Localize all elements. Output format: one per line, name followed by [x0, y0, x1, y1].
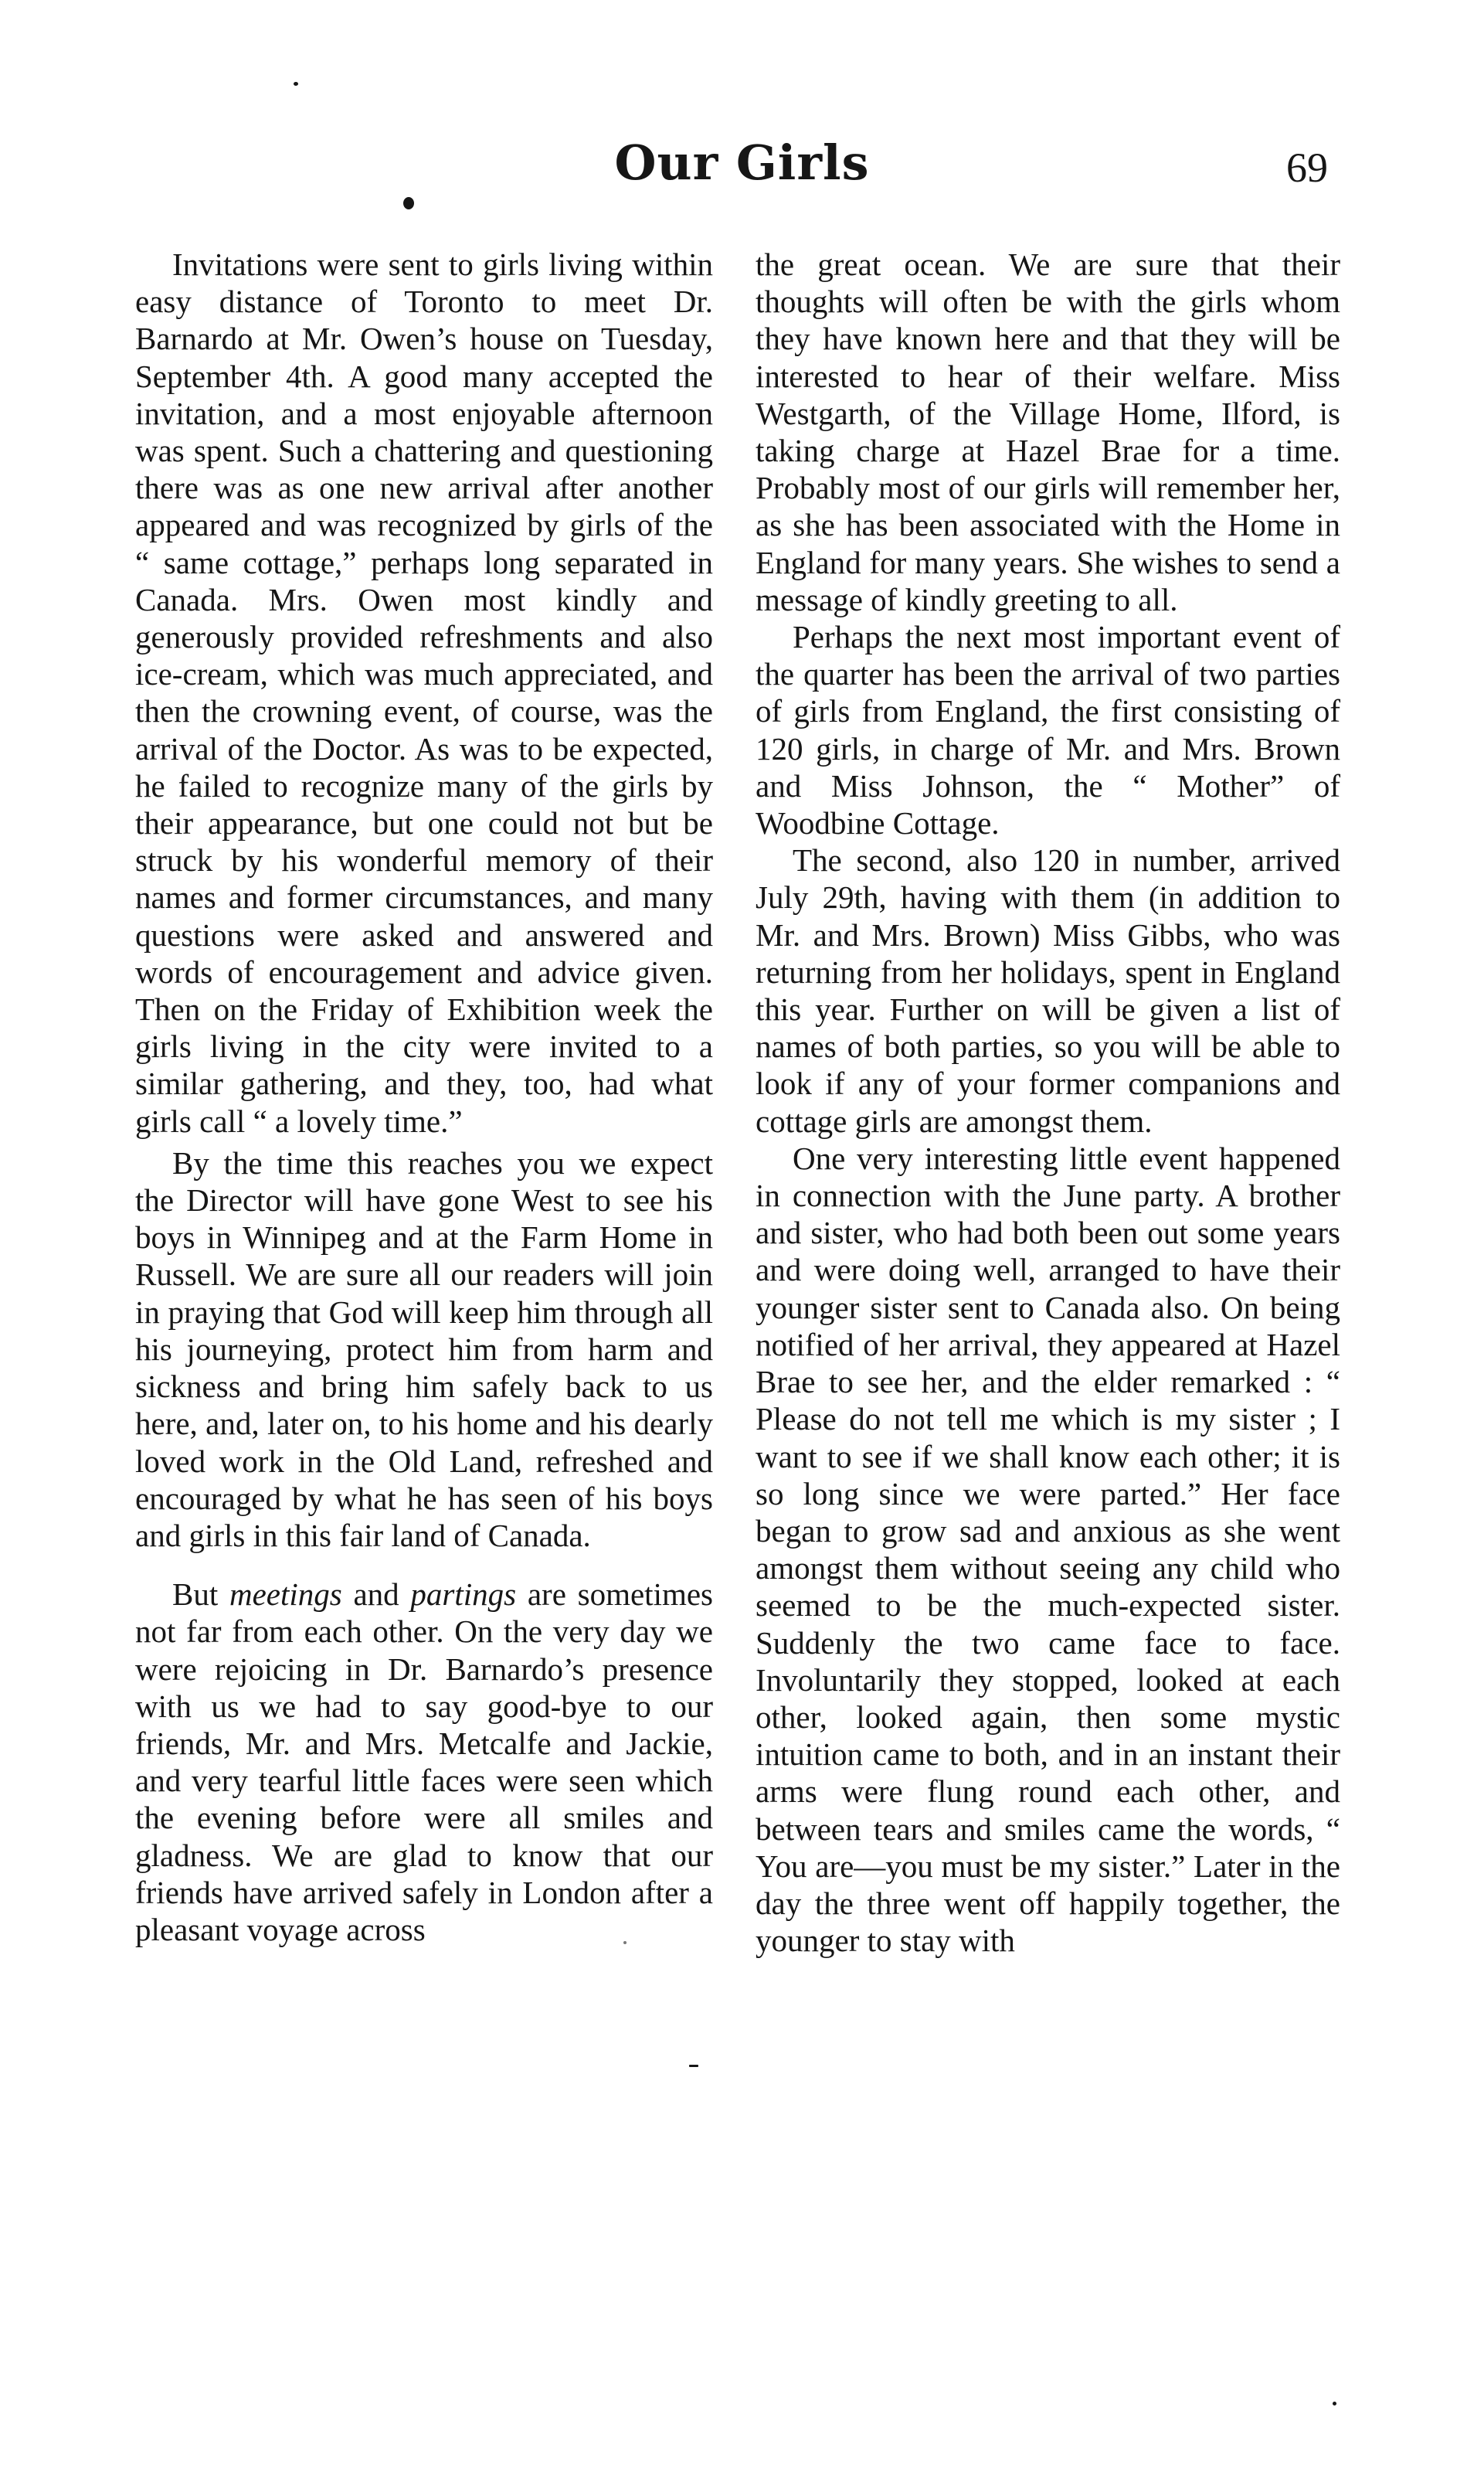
right-column	[756, 246, 1340, 1959]
emphasis-meetings: meetings	[229, 1576, 342, 1613]
paragraph-text: and	[341, 1576, 411, 1613]
paragraph-text: But	[172, 1576, 229, 1613]
right-paragraph-2: Perhaps the next most important event of the quarter has been the arrival of two parties of girls from England, the first consisting of 120 girls, in charge of Mr. and Mrs. Brown and Miss Johnson, the “ Mother” of Woodbine Cottage.	[756, 619, 1340, 842]
right-paragraph-3: The second, also 120 in number, arrived July 29th, having with them (in addition to Mr. and Mrs. Brown) Miss Gibbs, who was returning from her holidays, spent in England this year. Further on will be given a list of names of both parties, so you will be able to look if any of your former companions and cottage girls are amongst them.	[756, 842, 1340, 1139]
left-paragraph-2: By the time this reaches you we expect the Director will have gone West to see his boys in Winnipeg and at the Farm Home in Russell. We are sure all our readers will join in praying that God will keep him through all his journeying, protect him from harm and sickness and bring him safely back to us here, and, later on, to his home and his dearly loved work in the Old Land, refreshed and encouraged by what he has seen of his boys and girls in this fair land of Canada.	[135, 1144, 713, 1553]
paragraph-text: are sometimes not far from each other. On the very day we were rejoicing in Dr. Barnardo’s presence with us we had to say good-bye to our friends, Mr. and Mrs. Metcalfe and Jackie, and very tearful little faces were seen which the evening before were all smiles and gladness. We are glad to know that our friends have arrived safely in London after a pleasant voyage across	[135, 1576, 713, 1947]
running-header-title: Our Girls	[614, 134, 870, 191]
left-column	[135, 246, 713, 1948]
right-paragraph-1: the great ocean. We are sure that their thoughts will often be with the girls whom they have known here and that they will be interested to hear of their welfare. Miss Westgarth, of the Village Home, Ilford, is taking charge at Hazel Brae for a time. Probably most of our girls will remember her, as she has been associated with the Home in England for many years. She wishes to send a message of kindly greeting to all.	[756, 246, 1340, 617]
right-paragraph-4: One very interesting little event happened in connection with the June party. A brother and sister, who had both been out some years and were doing well, arranged to have their younger sister sent to Canada also. On being notified of her arrival, they appeared at Hazel Brae to see her, and the elder remarked : “ Please do not tell me which is my sister ; I want to see if we shall know each other; it is so long since we were parted.” Her face began to grow sad and anxious as she went amongst them without seeing any child who seemed to be the much-expected sister. Suddenly the two came face to face. Involuntarily they stopped, looked at each other, looked again, then some mystic intuition came to both, and in an instant their arms were flung round each other, and between tears and smiles came the words, “ You are—you must be my sister.” Later in the day the three went off happily together, the younger to stay with	[756, 1140, 1340, 1959]
ink-speck	[294, 82, 298, 86]
bullet-mark	[403, 197, 414, 209]
left-paragraph-1: Invitations were sent to girls living within easy distance of Toronto to meet Dr. Barnardo at Mr. Owen’s house on Tuesday, September 4th. A good many accepted the invitation, and a most enjoyable afternoon was spent. Such a chattering and questioning there was as one new arrival after another appeared and was recognized by girls of the “ same cottage,” perhaps long separated in Canada. Mrs. Owen most kindly and generously provided refreshments and also ice-cream, which was much appreciated, and then the crowning event, of course, was the arrival of the Doctor. As was to be expected, he failed to recognize many of the girls by their appearance, but one could not but be struck by his wonderful memory of their names and former circumstances, and many questions were asked and answered and words of encouragement and advice given. Then on the Friday of Exhibition week the girls living in the city were invited to a similar gathering, and they, too, had what girls call “ a lovely time.”	[135, 246, 713, 1139]
page-number: 69	[1286, 144, 1328, 191]
ink-speck	[1333, 2402, 1336, 2406]
left-paragraph-3	[135, 1576, 713, 1948]
emphasis-partings: partings	[410, 1576, 517, 1613]
ink-speck	[689, 2065, 698, 2067]
